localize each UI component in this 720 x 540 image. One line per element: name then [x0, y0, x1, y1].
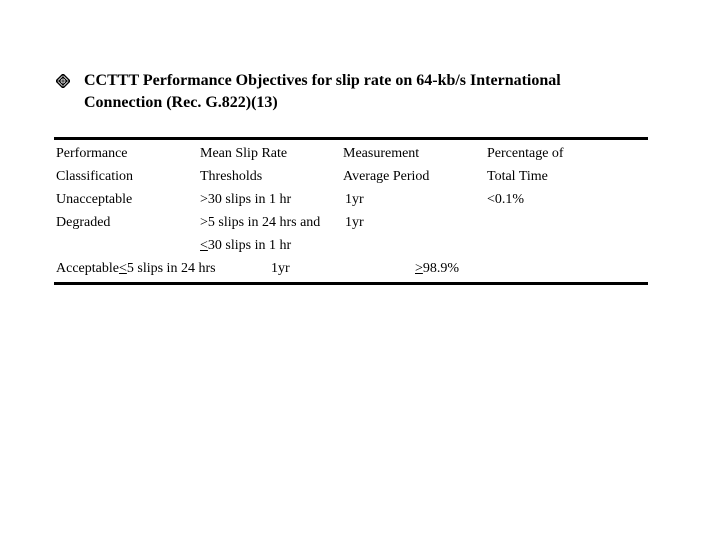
header-period-line2: Average Period: [343, 169, 430, 184]
row-degraded-threshold-line2-text: 30 slips in 1 hr: [207, 238, 292, 253]
row-unacceptable-period: 1yr: [345, 192, 364, 207]
header-threshold-line1: Mean Slip Rate: [200, 146, 288, 161]
table-top-rule: [54, 137, 648, 140]
header-classification-line1: Performance: [56, 146, 128, 161]
header-percentage-line1: Percentage of: [487, 146, 564, 161]
header-classification-line2: Classification: [56, 169, 133, 184]
row-degraded-threshold-line2: [200, 237, 291, 255]
table-bottom-rule: [54, 282, 648, 285]
row-degraded-classification: Degraded: [56, 215, 111, 230]
row-degraded-period: 1yr: [345, 215, 364, 230]
greater-equal-symbol: >: [415, 261, 423, 276]
heading-line-2: Connection (Rec. G.822)(13): [84, 94, 278, 111]
heading-line-1: CCTTT Performance Objectives for slip rate on 64-kb/s International: [84, 72, 561, 89]
row-acceptable-label: Acceptable: [56, 261, 119, 276]
row-acceptable-threshold: 5 slips in 24 hrs: [126, 261, 216, 276]
header-threshold-line2: Thresholds: [200, 169, 263, 184]
less-equal-symbol: <: [200, 238, 208, 253]
row-unacceptable-threshold: >30 slips in 1 hr: [200, 192, 292, 207]
less-equal-symbol: <: [118, 261, 127, 276]
row-acceptable-classification: [56, 260, 216, 278]
header-period-line1: Measurement: [343, 146, 420, 161]
row-acceptable-percentage: [415, 260, 459, 278]
row-unacceptable-classification: Unacceptable: [56, 192, 133, 207]
row-acceptable-period: 1yr: [271, 261, 290, 276]
row-acceptable-percentage-value: 98.9%: [422, 261, 460, 276]
header-percentage-line2: Total Time: [487, 169, 548, 184]
row-degraded-threshold: >5 slips in 24 hrs and: [200, 215, 321, 230]
row-unacceptable-percentage: <0.1%: [487, 192, 525, 207]
